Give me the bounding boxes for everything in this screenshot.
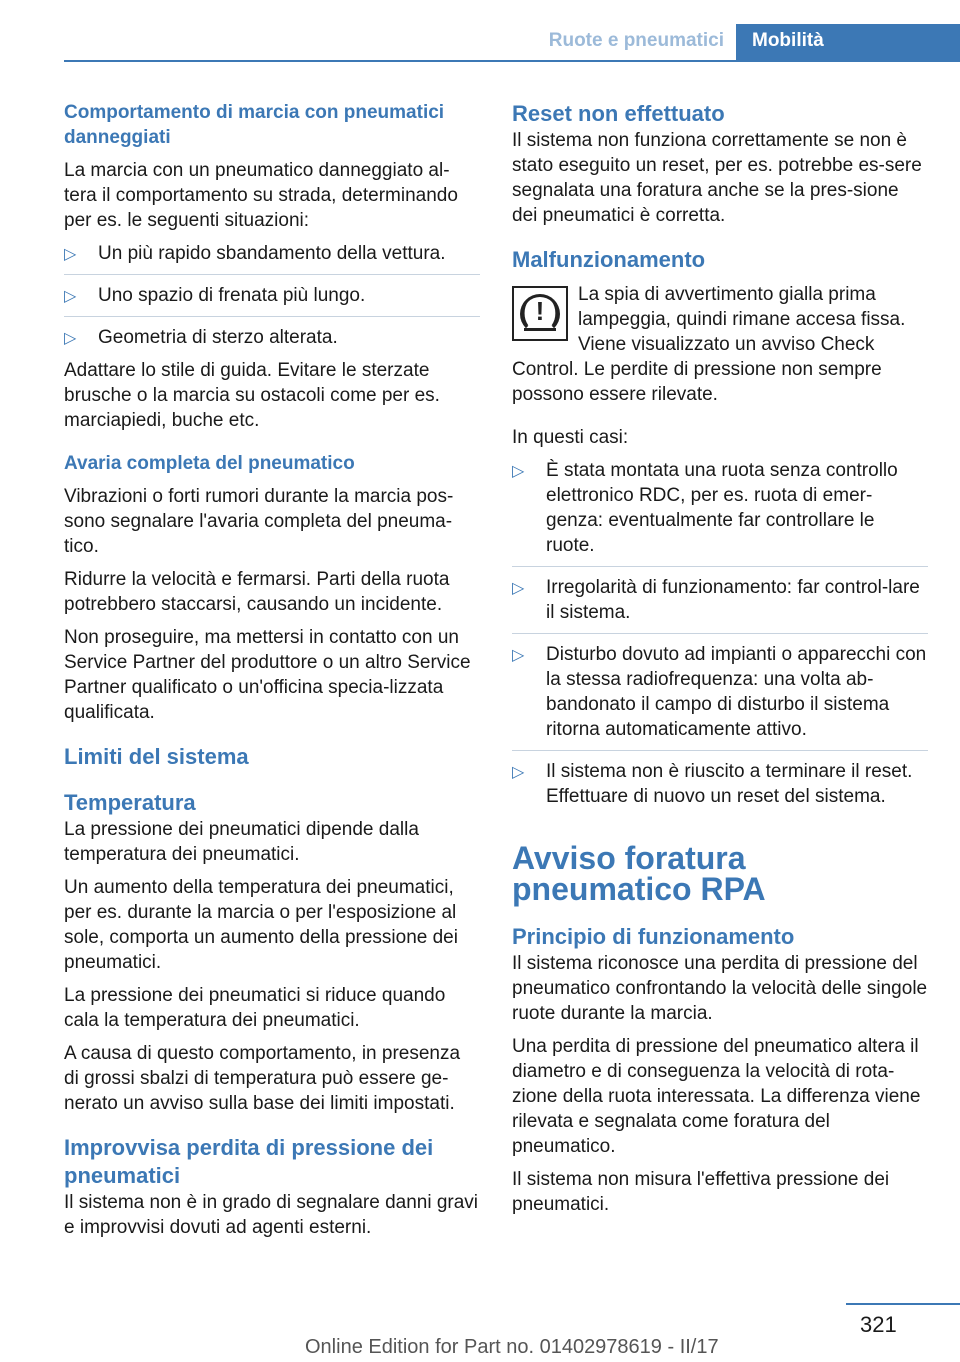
tire-pressure-warning-icon: ( ! ) xyxy=(512,286,568,341)
page-number: 321 xyxy=(860,1312,897,1337)
triangle-right-icon: ▷ xyxy=(64,246,77,263)
page-header xyxy=(64,24,960,62)
list-item: ▷ Uno spazio di frenata più lungo. xyxy=(64,283,480,317)
paragraph: Il sistema riconosce una perdita di pressione del pneumatico confrontando la velocità delle singole ruote durante la marcia. xyxy=(512,953,928,1024)
list-item: ▷ Geometria di sterzo alterata. xyxy=(64,325,480,358)
list-item: ▷ È stata montata una ruota senza controllo elettronico RDC, per es. ruota di emer-genza: eventualmente far controllare le ruote. xyxy=(512,458,928,567)
paragraph: Non proseguire, ma mettersi in contatto con un Service Partner del produttore o un altro Service Partner qualificato o un'officina specia-lizzata qualificata. xyxy=(64,627,471,723)
paragraph: In questi casi: xyxy=(512,427,629,448)
heading-driving-behaviour: Comportamento di marcia con pneumatici danneggiati xyxy=(64,102,445,148)
paragraph: Il sistema non misura l'effettiva pressione dei pneumatici. xyxy=(512,1169,890,1215)
paragraph: La pressione dei pneumatici dipende dalla temperatura dei pneumatici. xyxy=(64,819,419,865)
chapter-tab[interactable]: Mobilità xyxy=(736,24,960,62)
footer-rule xyxy=(846,1303,960,1305)
triangle-right-icon: ▷ xyxy=(512,580,525,597)
paragraph: Adattare lo stile di guida. Evitare le sterzate brusche o la marcia su ostacoli come per es. marciapiedi, buche etc. xyxy=(64,360,440,431)
bullet-list xyxy=(512,458,928,817)
triangle-right-icon: ▷ xyxy=(512,647,525,664)
bullet-list xyxy=(64,241,480,358)
list-item: ▷ Irregolarità di funzionamento: far control-lare il sistema. xyxy=(512,575,928,634)
heading-tyre-failure: Avaria completa del pneumatico xyxy=(64,453,355,474)
right-column xyxy=(512,100,928,1217)
paragraph: Il sistema non funziona correttamente se non è stato eseguito un reset, per es. potrebbe es-sere segnalata una foratura anche se la pres-sione dei pneumatici è corretta. xyxy=(512,130,922,226)
left-column xyxy=(64,100,480,1240)
paragraph: Vibrazioni o forti rumori durante la marcia pos-sono segnalare l'avaria completa del pneuma-tico. xyxy=(64,486,454,557)
paragraph: Un aumento della temperatura dei pneumatici, per es. durante la marcia o per l'esposizione al sole, comporta un aumento della pressione dei pneumatici. xyxy=(64,877,458,973)
paragraph: La pressione dei pneumatici si riduce quando cala la temperatura dei pneumatici. xyxy=(64,985,446,1031)
paragraph: A causa di questo comportamento, in presenza di grossi sbalzi di temperatura può essere ge-nerato un avviso sulla base dei limiti impostati. xyxy=(64,1043,461,1114)
paragraph: Ridurre la velocità e fermarsi. Parti della ruota potrebbero staccarsi, causando un incidente. xyxy=(64,569,450,615)
heading-sudden-pressure-loss: Improvvisa perdita di pressione dei pneumatici xyxy=(64,1135,434,1188)
list-item: ▷ Disturbo dovuto ad impianti o apparecchi con la stessa radiofrequenza: una volta ab-bandonato il campo di disturbo il sistema ritorna automaticamente attivo. xyxy=(512,642,928,751)
heading-operating-principle: Principio di funzionamento xyxy=(512,924,795,949)
triangle-right-icon: ▷ xyxy=(64,330,77,347)
list-item: ▷ Un più rapido sbandamento della vettura. xyxy=(64,241,480,275)
header-rule xyxy=(64,60,960,62)
paragraph: La spia di avvertimento gialla prima lampeggia, quindi rimane accesa fissa. Viene visualizzato un avviso Check Control. Le perdite di pressione non sempre possono essere rilevate. xyxy=(512,284,906,405)
heading-reset-not-done: Reset non effettuato xyxy=(512,101,725,126)
heading-malfunction: Malfunzionamento xyxy=(512,247,706,272)
edition-note: Online Edition for Part no. 01402978619 - II/17 xyxy=(305,1336,719,1358)
triangle-right-icon: ▷ xyxy=(64,288,77,305)
heading-rpa: Avviso foratura pneumatico RPA xyxy=(512,840,766,907)
heading-temperature: Temperatura xyxy=(64,790,196,815)
triangle-right-icon: ▷ xyxy=(512,463,525,480)
triangle-right-icon: ▷ xyxy=(512,764,525,781)
paragraph: La marcia con un pneumatico danneggiato al-tera il comportamento su strada, determinando per es. le seguenti situazioni: xyxy=(64,160,458,231)
list-item: ▷ Il sistema non è riuscito a terminare il reset. Effettuare di nuovo un reset del sistema. xyxy=(512,761,913,807)
warning-block xyxy=(512,282,928,407)
heading-system-limits: Limiti del sistema xyxy=(64,744,249,769)
paragraph: Il sistema non è in grado di segnalare danni gravi e improvvisi dovuti ad agenti esterni. xyxy=(64,1192,479,1238)
section-tab[interactable]: Ruote e pneumatici xyxy=(548,30,724,51)
paragraph: Una perdita di pressione del pneumatico altera il diametro e di conseguenza la velocità di rota-zione della ruota interessata. La differenza viene rilevata e segnalata come foratura del pneumatico. xyxy=(512,1036,921,1157)
